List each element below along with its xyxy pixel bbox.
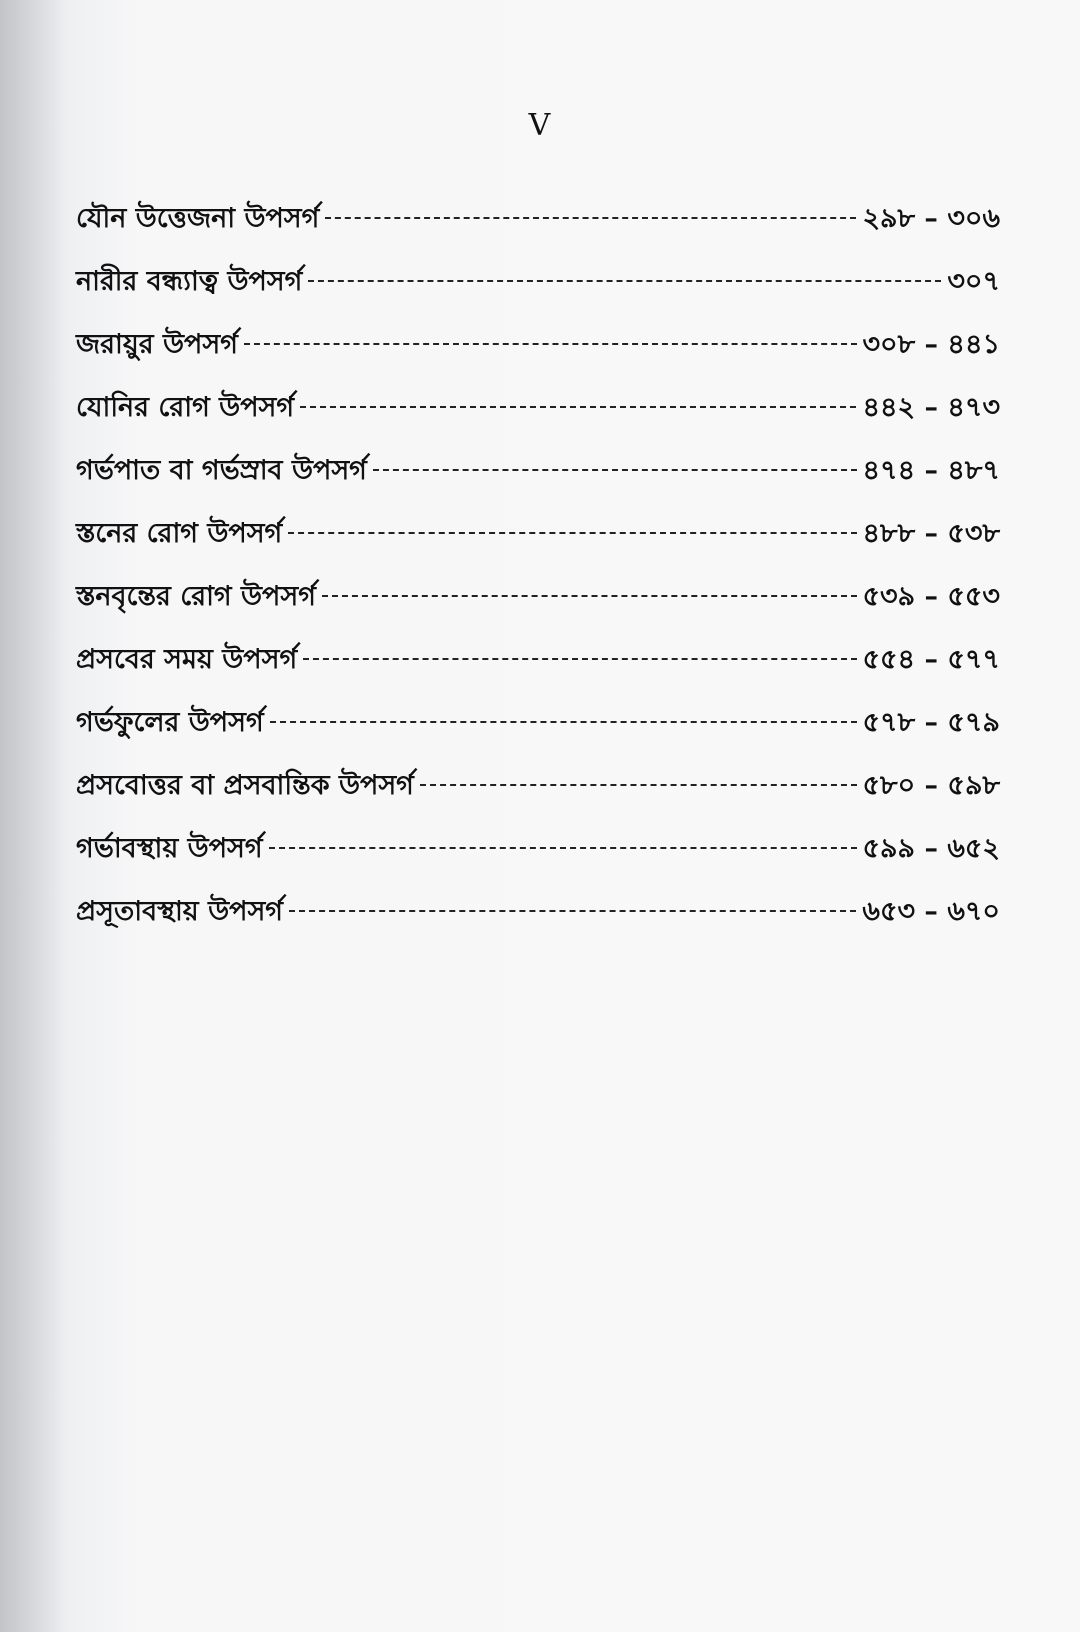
toc-entry-title: গর্ভাবস্থায় উপসর্গ [76,833,263,864]
dot-leader [300,406,856,408]
dot-leader [269,847,857,849]
toc-entry-title: প্রসবের সময় উপসর্গ [76,644,298,675]
toc-entry-title: জরায়ুর উপসর্গ [76,329,238,360]
dot-leader [373,469,857,471]
toc-entry [76,387,1000,450]
toc-entry-title: প্রসূতাবস্থায় উপসর্গ [76,896,284,927]
toc-entry [76,261,1000,324]
toc-entry [76,828,1000,891]
toc-entry [76,891,1000,954]
toc-entry-title: গর্ভফুলের উপসর্গ [76,707,264,738]
toc-entry-title: স্তনের রোগ উপসর্গ [76,518,283,549]
toc-entry [76,702,1000,765]
dot-leader [270,721,857,723]
toc-entry-title: প্রসবোত্তর বা প্রসবান্তিক উপসর্গ [76,770,414,801]
toc-entry-pages: ৫৫৪ – ৫৭৭ [862,644,1000,675]
toc-entry-pages: ৬৫৩ – ৬৭০ [862,896,1000,927]
toc-entry-title: নারীর বন্ধ্যাত্ব উপসর্গ [76,266,303,297]
toc-entry-title: যোনির রোগ উপসর্গ [76,392,295,423]
toc-entry-pages: ৩০৭ [947,266,1000,297]
dot-leader [322,595,857,597]
toc-entry [76,765,1000,828]
toc-entry [76,576,1000,639]
toc-entry-pages: ৪৮৮ – ৫৩৮ [862,518,1000,549]
toc-entry [76,639,1000,702]
toc-entry [76,324,1000,387]
dot-leader [303,658,856,660]
dot-leader [288,532,856,534]
toc-entry-title: গর্ভপাত বা গর্ভস্রাব উপসর্গ [76,455,367,486]
toc-entry-pages: ৫৯৯ – ৬৫২ [862,833,1000,864]
toc-entry [76,450,1000,513]
toc-entry-pages: ২৯৮ – ৩০৬ [862,203,1000,234]
toc-entry-pages: ৪৪২ – ৪৭৩ [862,392,1000,423]
table-of-contents [76,198,1000,954]
dot-leader [308,280,941,282]
toc-entry-pages: ৪৭৪ – ৪৮৭ [862,455,1000,486]
toc-entry-pages: ৫৮০ – ৫৯৮ [862,770,1000,801]
toc-entry [76,513,1000,576]
dot-leader [420,784,857,786]
page-shadow [0,0,70,1632]
dot-leader [325,217,856,219]
toc-entry-title: যৌন উত্তেজনা উপসর্গ [76,203,320,234]
dot-leader [289,910,856,912]
toc-entry-pages: ৫৩৯ – ৫৫৩ [862,581,1000,612]
toc-entry [76,198,1000,261]
toc-entry-pages: ৫৭৮ – ৫৭৯ [862,707,1000,738]
toc-entry-pages: ৩০৮ – ৪৪১ [862,329,1000,360]
page-number: V [528,108,552,143]
toc-entry-title: স্তনবৃন্তের রোগ উপসর্গ [76,581,316,612]
dot-leader [244,343,857,345]
